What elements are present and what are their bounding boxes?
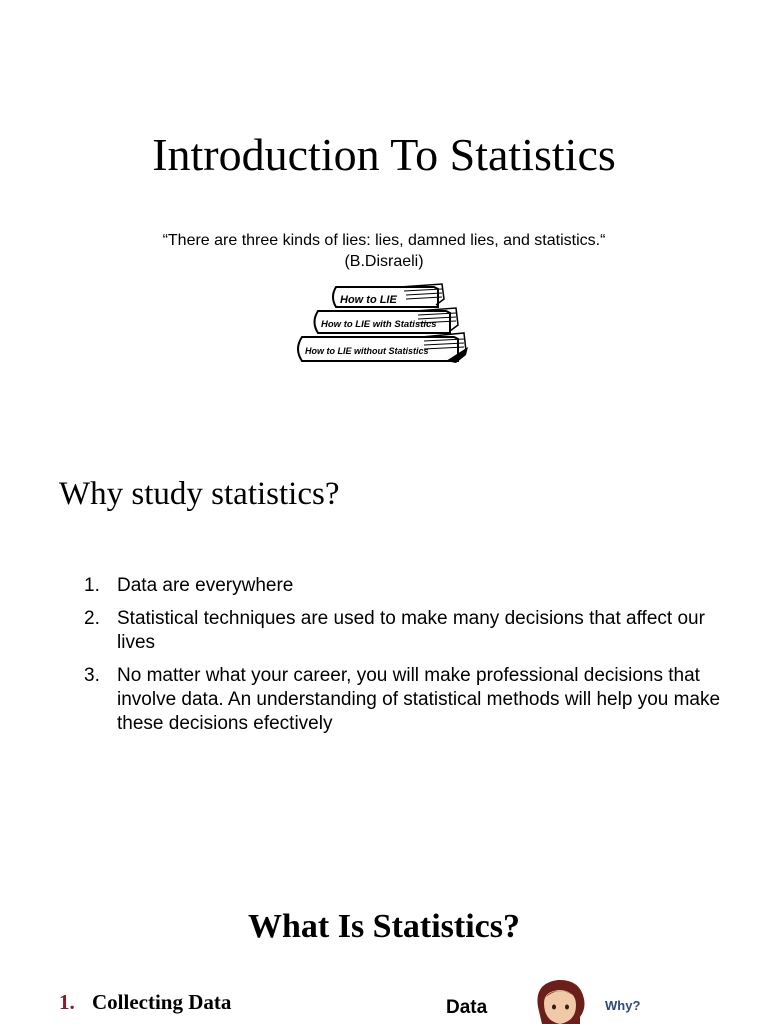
quote-text: “There are three kinds of lies: lies, damned lies, and statistics.“ (162, 232, 606, 249)
why-label: Why? (605, 998, 641, 1013)
list-item (84, 664, 734, 736)
why-study-list (84, 574, 734, 745)
quote-block (0, 230, 768, 272)
list-item-number: 1. (84, 575, 100, 596)
why-study-heading: Why study statistics? (59, 476, 340, 512)
list-item (84, 574, 734, 598)
book-title-1: How to LIE (340, 294, 397, 306)
book-title-2: How to LIE with Statistics (321, 319, 437, 330)
step-label: Collecting Data (92, 990, 232, 1014)
list-item-number: 2. (84, 608, 100, 629)
what-is-statistics-heading: What Is Statistics? (247, 908, 521, 945)
list-item (84, 607, 734, 655)
page-title: Introduction To Statistics (152, 129, 616, 180)
list-item-number: 3. (84, 665, 100, 686)
quote-author: (B.Disraeli) (344, 253, 424, 270)
thinking-person-icon (530, 977, 590, 1024)
data-label: Data (446, 997, 488, 1018)
book-title-3: How to LIE without Statistics (305, 346, 429, 356)
list-item-text: No matter what your career, you will make professional decisions that involve data. An understanding of statistical methods will help you make these decisions efectively (117, 665, 721, 734)
list-item-text: Data are everywhere (117, 575, 294, 596)
list-item-text: Statistical techniques are used to make many decisions that affect our lives (117, 608, 705, 653)
books-stack-image (296, 281, 470, 367)
step-number: 1. (59, 990, 75, 1014)
